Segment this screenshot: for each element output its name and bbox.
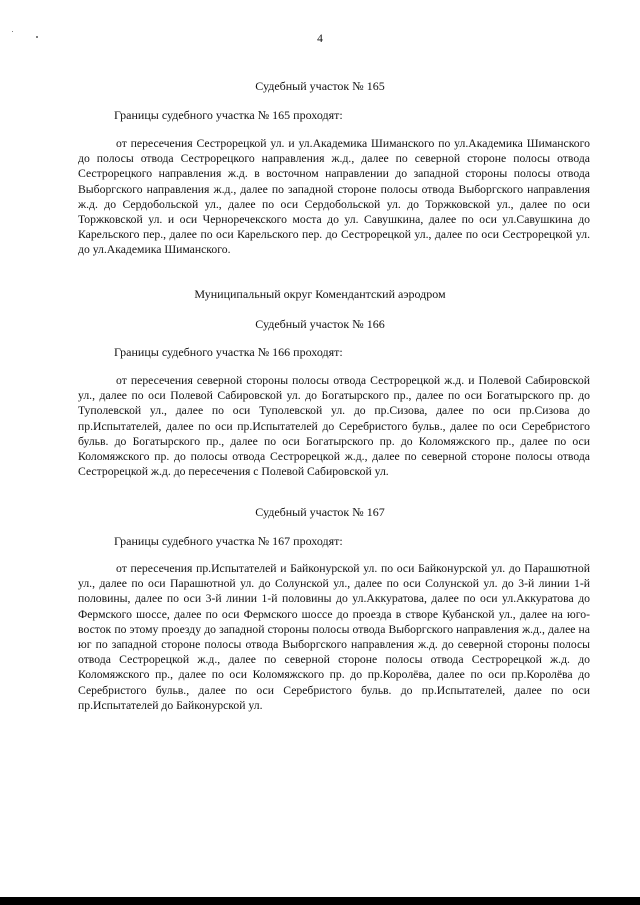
- district-165-intro: Границы судебного участка № 165 проходят:: [114, 108, 343, 122]
- okrug-title: Муниципальный округ Комендантский аэродром: [194, 287, 446, 301]
- district-167-intro: Границы судебного участка № 167 проходят:: [114, 534, 343, 548]
- page-number: 4: [317, 33, 323, 45]
- scan-speck: [12, 31, 13, 32]
- district-166-intro: Границы судебного участка № 166 проходят:: [114, 345, 343, 359]
- district-167-boundary-text: от пересечения пр.Испытателей и Байконурской ул. по оси Байконурской ул. до Парашютной ул., далее по оси Парашютной ул. до Солунской ул., далее по оси Солунской ул. до 3-й линии 1-й половины, далее по оси 3-й линии 1-й половины до ул.Аккуратова, далее по оси ул.Аккуратова до Фермского шоссе, далее по оси Фермского шоссе до проезда в створе Кубанской ул., далее на юго-восток по этому проезду до западной стороны полосы отвода Выборгского направления ж.д., далее на юг по западной стороне полосы отвода Выборгского направления ж.д. до северной стороны полосы отвода Сестрорецкой ж.д., далее по северной стороне полосы отвода Сестрорецкой ж.д. до Коломяжского пр., далее по оси Коломяжского пр. до пр.Королёва, далее по оси пр.Королёва до Серебристого бульв., далее по оси Серебристого бульв. до пр.Испытателей, далее по оси пр.Испытателей до Байконурской ул.: [78, 562, 590, 712]
- district-165-boundary-text: от пересечения Сестрорецкой ул. и ул.Академика Шиманского по ул.Академика Шиманского до полосы отвода Сестрорецкого направления ж.д., далее по северной стороне полосы отвода Сестрорецкого направления ж.д. в восточном направлении до западной стороны полосы отвода Выборгского направления ж.д., далее по западной стороне полосы отвода Выборгского направления ж.д. до Сердобольской ул., далее по оси Сердобольской ул. до Торжковской ул., далее по оси Торжковской ул. и оси Черноречекского моста до ул. Савушкина, далее по оси ул.Савушкина до Карельского пер., далее по оси Карельского пер. до Сестрорецкой ул., далее по оси Сестрорецкой ул. до ул.Академика Шиманского.: [78, 137, 590, 257]
- district-166-boundary-text: от пересечения северной стороны полосы отвода Сестрорецкой ж.д. и Полевой Сабировской ул., далее по оси Полевой Сабировской ул. до Богатырского пр., далее по оси Богатырского пр. до Туполевской ул., далее по оси Туполевской ул. до пр.Сизова, далее по оси пр.Сизова до пр.Испытателей, далее по оси пр.Испытателей до Серебристого бульв., далее по оси Серебристого бульв. до Богатырского пр., далее по оси Богатырского пр. до Коломяжского пр., далее по оси Коломяжского пр. до полосы отвода Сестрорецкой ж.д., далее по северной стороне полосы отвода Сестрорецкой ж.д. до пересечения с Полевой Сабировской ул.: [78, 374, 590, 479]
- district-165-title: Судебный участок № 165: [255, 79, 385, 93]
- district-166-title: Судебный участок № 166: [255, 317, 385, 331]
- district-167-title: Судебный участок № 167: [255, 505, 385, 519]
- scan-bottom-edge: [0, 897, 640, 905]
